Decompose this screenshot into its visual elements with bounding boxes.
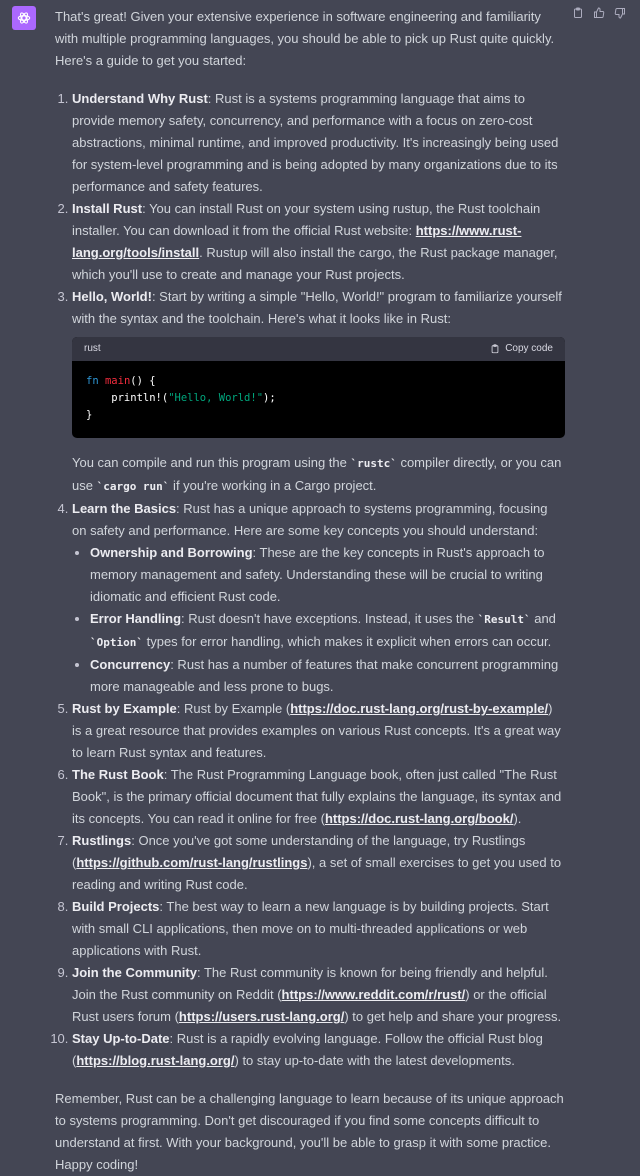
list-item [72,286,565,498]
item-title: Rust by Example [72,701,177,716]
item-text: : You can install Rust on your system using rustup, the Rust toolchain installer. You can download it from the official Rust website: [72,201,541,238]
rustlings-link[interactable]: https://github.com/rust-lang/rustlings [76,855,308,870]
list-item [72,764,565,830]
reddit-link[interactable]: https://www.reddit.com/r/rust/ [281,987,466,1002]
item-text: : Rust by Example ( [176,701,291,716]
item-title: Join the Community [72,965,197,980]
sub-item-text: types for error handling, which makes it explicit when errors can occur. [142,634,552,649]
item-text: : Start by writing a simple "Hello, World!" program to familiarize yourself with the syntax and the toolchain. Here's what it looks like in Rust: [72,289,562,326]
item-title: Build Projects [72,899,160,914]
sub-list-item [90,542,565,608]
item-text: compiler directly, or you can use [72,455,562,493]
message-body [55,6,565,1176]
guide-list [55,88,565,1072]
item-text: : Rust is a systems programming language that aims to provide memory safety, concurrency, and performance with a focus on zero-cost abstractions, minimal runtime, and improved productivity. It's increasingly being used for system-level programming and is being adopted by many organizations due to its performance and safety features. [72,91,559,194]
code-header [72,337,565,361]
item-text: ) to get help and share your progress. [344,1009,562,1024]
outro-paragraph: Remember, Rust can be a challenging language to learn because of its unique approach to systems programming. Don't get discouraged if you find some concepts difficult to understand at first. With your background, you'll be able to grasp it with some practice. Happy coding! [55,1091,564,1172]
code-function-name: main [104,375,131,387]
inline-code: `Option` [90,636,143,649]
message-actions [572,7,626,19]
sub-item-title: Concurrency [90,657,171,672]
list-item [72,198,565,286]
clipboard-icon [490,344,500,354]
sub-item-title: Ownership and Borrowing [90,545,253,560]
item-text: ), a set of small exercises to get you used to reading and writing Rust code. [72,855,562,892]
list-item [72,830,565,896]
item-text: ). [513,811,522,826]
item-text: . Rustup will also install the cargo, the Rust package manager, which you'll use to create and manage your Rust projects. [72,245,558,282]
code-text: ); [263,392,276,404]
inline-code: `Result` [477,613,531,626]
item-title: Learn the Basics [72,501,177,516]
code-content [72,361,565,438]
code-language: rust [84,343,101,354]
item-text: if you're working in a Cargo project. [169,478,377,493]
list-item [72,698,565,764]
inline-code: `cargo run` [96,480,170,493]
sub-item-text: : These are the key concepts in Rust's approach to memory management and safety. Understanding these will be crucial to writing idiomatic and efficient Rust code. [90,545,545,604]
code-string: "Hello, World!" [168,392,264,404]
clipboard-icon[interactable] [572,7,584,19]
rust-book-link[interactable]: https://doc.rust-lang.org/book/ [324,811,514,826]
users-forum-link[interactable]: https://users.rust-lang.org/ [178,1009,345,1024]
sub-list [72,542,565,698]
install-link[interactable]: https://www.rust-lang.org/tools/install [72,223,522,260]
thumbs-down-icon[interactable] [614,7,626,19]
code-text: } [86,409,93,421]
sub-item-text: : Rust has a number of features that make concurrent programming more manageable and less prone to bugs. [90,657,559,694]
item-title: Hello, World! [72,289,152,304]
item-text: : The Rust Programming Language book, often just called "The Rust Book", is the primary official document that fully explains the language, its syntax and its concepts. You can read it online for free ( [72,767,562,826]
list-item [72,1028,565,1072]
code-text: println!( [86,392,169,404]
list-item [72,88,565,198]
assistant-avatar [12,6,36,30]
item-text: : Once you've got some understanding of the language, try Rustlings ( [72,833,526,870]
item-text: ) to stay up-to-date with the latest developments. [234,1053,515,1068]
item-text: : The best way to learn a new language is by building projects. Start with small CLI applications, then move on to multi-threaded applications or web applications with Rust. [72,899,549,958]
sub-list-item [90,608,565,654]
code-block [72,337,565,438]
inline-code: `rustc` [350,457,397,470]
openai-logo-icon [16,10,32,26]
item-title: Rustlings [72,833,132,848]
copy-code-label: Copy code [505,343,553,354]
item-text: : Rust is a rapidly evolving language. Follow the official Rust blog ( [72,1031,543,1068]
sub-item-title: Error Handling [90,611,182,626]
intro-paragraph: That's great! Given your extensive experience in software engineering and familiarity with multiple programming languages, you should be able to pick up Rust quite quickly. Here's a guide to get you started: [55,9,555,68]
sub-item-text: : Rust doesn't have exceptions. Instead, it uses the [181,611,478,626]
code-text: () { [130,375,156,387]
list-item [72,896,565,962]
thumbs-up-icon[interactable] [593,7,605,19]
item-text: ) is a great resource that provides examples on various Rust concepts. It's a great way to learn Rust syntax and features. [72,701,561,760]
sub-list-item [90,654,565,698]
item-title: Understand Why Rust [72,91,208,106]
item-title: The Rust Book [72,767,164,782]
item-text: You can compile and run this program using the [72,455,351,470]
list-item [72,498,565,698]
rust-blog-link[interactable]: https://blog.rust-lang.org/ [76,1053,235,1068]
copy-code-button[interactable] [490,338,553,360]
sub-item-text: and [530,611,556,626]
list-item [72,962,565,1028]
item-title: Install Rust [72,201,143,216]
rust-by-example-link[interactable]: https://doc.rust-lang.org/rust-by-example/ [290,701,549,716]
item-text: : The Rust community is known for being friendly and helpful. Join the Rust community on Reddit ( [72,965,548,1002]
code-keyword: fn [86,375,99,387]
item-title: Stay Up-to-Date [72,1031,170,1046]
item-text: : Rust has a unique approach to systems programming, focusing on safety and performance. Here are some key concepts you should understand: [72,501,548,538]
item-text: ) or the official Rust users forum ( [72,987,547,1024]
